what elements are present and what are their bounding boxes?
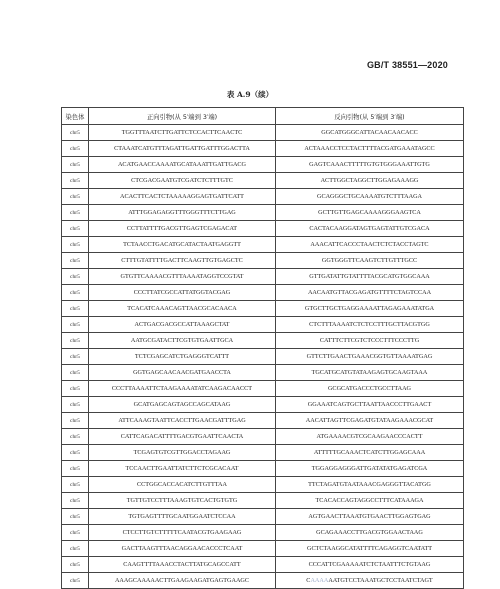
chromosome-cell: chr5 [62, 557, 89, 573]
table-row [62, 317, 464, 333]
chromosome-cell: chr5 [62, 221, 89, 237]
forward-primer-cell: CCCTTATCGCCATTATGGTACGAG [89, 285, 276, 301]
reverse-primer-cell: ACTTGGCTAGGCTTGGAGAAAGG [276, 173, 464, 189]
chromosome-cell: chr5 [62, 141, 89, 157]
forward-primer-cell: AATGCGATACTTCGTGTGAATTGCA [89, 333, 276, 349]
table-row [62, 269, 464, 285]
table-row [62, 429, 464, 445]
reverse-primer-cell: CATTTCTTCGTCTCCCTTTCCCTTG [276, 333, 464, 349]
reverse-primer-cell: GTTCTTGAACTGAAACGGTGTTAAAATGAG [276, 349, 464, 365]
chromosome-cell: chr5 [62, 349, 89, 365]
chromosome-cell: chr5 [62, 269, 89, 285]
reverse-primer-cell: CTCTTTAAAATCTCTCCTTTGCTTACGTGG [276, 317, 464, 333]
chromosome-cell: chr5 [62, 301, 89, 317]
table-row [62, 381, 464, 397]
reverse-primer-cell: GGTGGGTTCAAGTCTTGTTTGCC [276, 253, 464, 269]
forward-primer-cell: TGTTGTCCTTTAAAGTGTCACTGTGTG [89, 493, 276, 509]
chromosome-cell: chr5 [62, 381, 89, 397]
table-row [62, 397, 464, 413]
table-row [62, 365, 464, 381]
reverse-primer-cell: AACATTAGTTCGAGATGTATAAGAAACGCAT [276, 413, 464, 429]
reverse-primer-cell: GCTTGTTGAGCAAAAGGGAAGTCA [276, 205, 464, 221]
table-row [62, 333, 464, 349]
forward-primer-cell: GTGTTCAAAACGTTTAAAATAGGTCCGTAT [89, 269, 276, 285]
reverse-primer-cell: ACTAAACCTCCTACTTTTACGATGAAATAGCC [276, 141, 464, 157]
forward-primer-cell: CCCTTAAAATTCTAAGAAAATATCAAGACAACCT [89, 381, 276, 397]
forward-primer-cell: TGTGAGTTTTGCAATGGAATCTCCAA [89, 509, 276, 525]
table-header-row [62, 108, 464, 125]
forward-primer-cell: GGTGAGCAACAACGATGAACCTA [89, 365, 276, 381]
reverse-primer-cell: GTTGATATTGTATTTTACGCATGTGGCAAA [276, 269, 464, 285]
forward-primer-cell: CTCCTTGTCTTTTTCAATACGTGAAGAAG [89, 525, 276, 541]
table-row [62, 301, 464, 317]
reverse-primer-prefix: C [306, 577, 311, 584]
chromosome-cell: chr5 [62, 157, 89, 173]
forward-primer-cell: CATTCAGACATTTTGACGTGAATTCAACTA [89, 429, 276, 445]
reverse-primer-cell: TGCATGCATGTATAAGAGTGCAAGTAAA [276, 365, 464, 381]
chromosome-cell: chr5 [62, 237, 89, 253]
chromosome-cell: chr5 [62, 573, 89, 589]
reverse-primer-cell: AAACATTCACCCTAACTCTCTACCTAGTC [276, 237, 464, 253]
table-row [62, 573, 464, 589]
chromosome-cell: chr5 [62, 493, 89, 509]
forward-primer-cell: TCACATCAAACAGTTAACGCACAACA [89, 301, 276, 317]
forward-primer-cell: GACTTAAGTTTAACAGGAACACCCTCAAT [89, 541, 276, 557]
chromosome-cell: chr5 [62, 477, 89, 493]
forward-primer-cell: CCTTATTTTGACGTTGAGTCGAGACAT [89, 221, 276, 237]
forward-primer-cell: CTTTGTATTTTGACTTCAAGTTGTGAGCTC [89, 253, 276, 269]
reverse-primer-cell: TTCTAGATGTAATAAACGAGGGTTACATGG [276, 477, 464, 493]
table-row [62, 461, 464, 477]
reverse-primer-cell: GTGCTTGCTGAGGAAAATTAGAGAAATATGA [276, 301, 464, 317]
forward-primer-cell: TCTAACCTGACATGCATACTAATGAGGTT [89, 237, 276, 253]
chromosome-cell: chr5 [62, 189, 89, 205]
forward-primer-cell: ACTGACGACGCCATTAAAGCTAT [89, 317, 276, 333]
forward-primer-cell: ATTCAAAGTAATTCACCTTGAACGATTTGAG [89, 413, 276, 429]
reverse-primer-cell: GCTCTAAGGCATATTTTCAGAGGTCAATATT [276, 541, 464, 557]
forward-primer-cell: CCTGGCACCACATCTTGTTTAA [89, 477, 276, 493]
column-header-forward-primer: 正向引物(从 5′端到 3′端) [89, 108, 276, 125]
table-row [62, 413, 464, 429]
reverse-primer-cell: ATTTTTGCAAACTCATCTTGGAGCAAA [276, 445, 464, 461]
forward-primer-cell: TCCAACTTGAATTATCTTCTCGCACAAT [89, 461, 276, 477]
table-row [62, 253, 464, 269]
chromosome-cell: chr5 [62, 541, 89, 557]
primer-table-container [61, 107, 463, 589]
table-row [62, 509, 464, 525]
table-row [62, 477, 464, 493]
table-row [62, 221, 464, 237]
chromosome-cell: chr5 [62, 525, 89, 541]
chromosome-cell: chr5 [62, 333, 89, 349]
forward-primer-cell: TGGTTTAATCTTGATTCTCCACTTCAACTC [89, 125, 276, 141]
reverse-primer-highlight: AAAA [310, 577, 329, 584]
column-header-chromosome: 染色体 [62, 108, 89, 125]
forward-primer-cell: ACACTTCACTCTAAAAAGGAGTGATTCATT [89, 189, 276, 205]
chromosome-cell: chr5 [62, 317, 89, 333]
chromosome-cell: chr5 [62, 461, 89, 477]
table-row [62, 125, 464, 141]
reverse-primer-cell: GGAAATCAGTGCTTAATTAACCCTTGAACT [276, 397, 464, 413]
chromosome-cell: chr5 [62, 253, 89, 269]
reverse-primer-cell: GAGTCAAACTTTTTGTGTGGGAAATTGTG [276, 157, 464, 173]
table-row [62, 541, 464, 557]
forward-primer-cell: CTCGACGAATGTCGATCTCTTTGTC [89, 173, 276, 189]
table-row [62, 189, 464, 205]
chromosome-cell: chr5 [62, 397, 89, 413]
reverse-primer-cell: AACAATGTTACGAGATGTTTTCTAGTCCAA [276, 285, 464, 301]
reverse-primer-cell: CACTACAAGGATAGTGAGTATTGTCGACA [276, 221, 464, 237]
table-row [62, 445, 464, 461]
forward-primer-cell: AAAGCAAAAACTTGAAGAAGATGAGTGAAGC [89, 573, 276, 589]
table-row [62, 285, 464, 301]
reverse-primer-cell: TGGAGGAGGGATTGATATATGAGATCGA [276, 461, 464, 477]
forward-primer-cell: TCGAGTGTCGTTGGACCTAGAAG [89, 445, 276, 461]
table-row [62, 349, 464, 365]
table-title: 表 A.9（续） [226, 90, 274, 99]
table-row [62, 237, 464, 253]
chromosome-cell: chr5 [62, 509, 89, 525]
forward-primer-cell: CAAGTTTTAAACCTACTTATGCAGCCATT [89, 557, 276, 573]
reverse-primer-cell [276, 573, 464, 589]
chromosome-cell: chr5 [62, 413, 89, 429]
table-row [62, 157, 464, 173]
standard-code: GB/T 38551—2020 [366, 60, 448, 70]
chromosome-cell: chr5 [62, 285, 89, 301]
column-header-reverse-primer: 反向引物(从 5′端到 3′端) [276, 108, 464, 125]
reverse-primer-cell: GCAGGGCTGCAAAATGTCTTTAAGA [276, 189, 464, 205]
reverse-primer-cell: ATGAAAACGTCGCAAGAACCCACTT [276, 429, 464, 445]
chromosome-cell: chr5 [62, 205, 89, 221]
primer-table [61, 107, 464, 589]
reverse-primer-cell: GCAGAAACCTTGACGTGGAACTAAG [276, 525, 464, 541]
forward-primer-cell: TCTCGAGCATCTGAGGGTCATTT [89, 349, 276, 365]
reverse-primer-suffix: AATGTCCTAAATGCTCCTAATCTAGT [328, 577, 433, 584]
chromosome-cell: chr5 [62, 125, 89, 141]
reverse-primer-cell: AGTGAACTTAAATGTGAACTTGGAGTGAG [276, 509, 464, 525]
forward-primer-cell: ATTTGGAGAGGTTTGGGTTTCTTGAG [89, 205, 276, 221]
table-row [62, 525, 464, 541]
table-row [62, 141, 464, 157]
table-row [62, 173, 464, 189]
chromosome-cell: chr5 [62, 445, 89, 461]
chromosome-cell: chr5 [62, 429, 89, 445]
chromosome-cell: chr5 [62, 173, 89, 189]
reverse-primer-cell: GCGCATGACCCTGCCTTAAG [276, 381, 464, 397]
chromosome-cell: chr5 [62, 365, 89, 381]
table-row [62, 205, 464, 221]
forward-primer-cell: ACATGAACCAAAATGCATAAATTGATTGACG [89, 157, 276, 173]
reverse-primer-cell: CCCATTCGAAAAATCTCTAATTTCTGTAAG [276, 557, 464, 573]
reverse-primer-cell: GGCATGGGCATTACAACAACACC [276, 125, 464, 141]
reverse-primer-cell: TCACACCAGTAGGCCTTTCATAAAGA [276, 493, 464, 509]
table-body [62, 125, 464, 589]
forward-primer-cell: CTAAATCATGTTTAGATTGATTGATTTGGACTTA [89, 141, 276, 157]
table-row [62, 493, 464, 509]
forward-primer-cell: GCATGAGCAGTAGCCAGCATAAG [89, 397, 276, 413]
